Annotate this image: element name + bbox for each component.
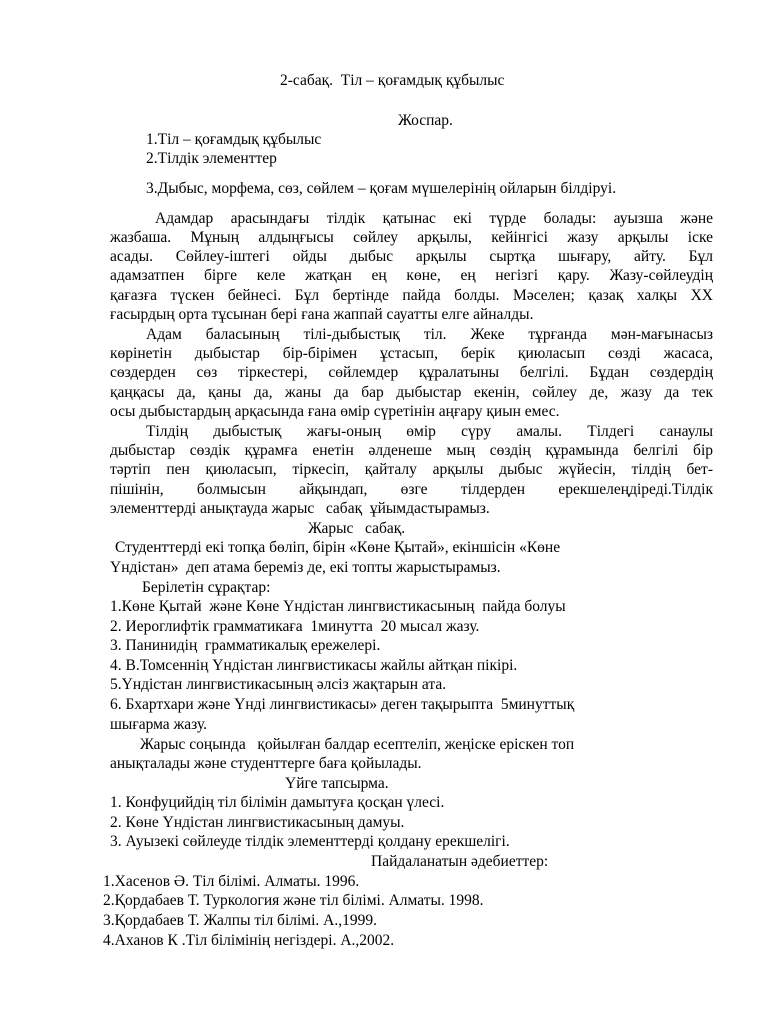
plan-item: 1.Тіл – қоғамдық құбылыс (146, 131, 322, 148)
question-item: 5.Үндістан лингвистикасының әлсіз жақтарын ата. (110, 676, 447, 693)
homework-item: 1. Конфуцийдің тіл білімін дамытуға қосқан үлесі. (110, 794, 445, 811)
paragraph-line: тәртіп пен қиюласып, тіркесіп, қайталу арқылы дыбыс жүйесін, тілдің бет- (110, 461, 713, 478)
game-intro-line: Үндістан» деп атама береміз де, екі топты жарыстырамыз. (110, 559, 501, 576)
paragraph-line: дыбыстар сөздік құрамға енетін әлденеше мың сөздің құрамында белгілі бір (110, 442, 713, 459)
paragraph-line: элементтерді анықтауда жарыс сабақ ұйымдастырамыз. (110, 500, 490, 517)
homework-item: 3. Ауызекі сөйлеуде тілдік элементтерді қолдану ерекшелігі. (110, 833, 510, 850)
plan-heading: Жоспар. (398, 112, 453, 129)
question-item: 2. Иероглифтік грамматикаға 1минутта 20 мысал жазу. (110, 618, 480, 635)
question-item: 1.Көне Қытай және Көне Үндістан лингвистикасының пайда болуы (110, 598, 566, 615)
questions-heading: Берілетін сұрақтар: (142, 579, 271, 596)
question-item: шығарма жазу. (110, 716, 208, 733)
paragraph-line: сөздерден сөз тіркестері, сөйлемдер құралатыны белгілі. Бұдан сөздердің (110, 364, 713, 381)
paragraph-line: жазбаша. Мұның алдыңғысы сөйлеу арқылы, кейінгісі жазу арқылы іске (110, 229, 713, 246)
paragraph-line: қағазға түскен бейнесі. Бұл бертінде пайда болды. Мәселен; қазақ халқы XX (110, 287, 713, 304)
references-heading: Пайдаланатын әдебиеттер: (371, 853, 549, 870)
lesson-title: 2-сабақ. Тіл – қоғамдық құбылыс (280, 72, 505, 89)
game-conclusion-line: анықталады және студенттерге баға қойылады. (110, 755, 422, 772)
question-item: 6. Бхартхари және Үнді лингвистикасы» деген тақырыпта 5минуттық (110, 696, 575, 713)
homework-item: 2. Көне Үндістан лингвистикасының дамуы. (110, 814, 405, 831)
reference-item: 2.Қордабаев Т. Туркология және тіл білімі. Алматы. 1998. (103, 892, 484, 909)
paragraph-line: адамзатпен бірге келе жатқан ең көне, ең негізгі қару. Жазу-сөйлеудің (110, 267, 713, 284)
reference-item: 1.Хасенов Ә. Тіл білімі. Алматы. 1996. (103, 873, 360, 890)
reference-item: 4.Аханов К .Тіл білімінің негіздері. А.,2002. (103, 932, 395, 949)
paragraph-line: пішінін, болмысын айқындап, өзге тілдерден ерекшелеңдіреді.Тілдік (110, 481, 713, 498)
homework-heading: Үйге тапсырма. (285, 775, 389, 792)
paragraph-line: Адам баласының тілі-дыбыстық тіл. Жеке тұрғанда мән-мағынасыз (146, 326, 713, 343)
game-intro-line: Студенттерді екі топқа бөліп, бірін «Көне Қытай», екіншісін «Көне (115, 539, 561, 556)
paragraph-line: Тілдің дыбыстық жағы-оның өмір сүру амалы. Тілдегі санаулы (146, 423, 713, 440)
game-heading: Жарыс сабақ. (308, 520, 406, 537)
question-item: 3. Панинидің грамматикалық ережелері. (110, 637, 381, 654)
paragraph-line: осы дыбыстардың арқасында ғана өмір сүретінін аңғару қиын емес. (110, 403, 560, 420)
paragraph-line: ғасырдың орта тұсынан бері ғана жаппай сауатты елге айналды. (110, 306, 534, 323)
paragraph-line: Адамдар арасындағы тілдік қатынас екі түрде болады: ауызша және (155, 210, 713, 227)
paragraph-line: асады. Сөйлеу-іштегі ойды дыбыс арқылы сыртқа шығару, айту. Бұл (110, 248, 713, 265)
paragraph-line: қаңқасы да, қаны да, жаны да бар дыбыстар екенін, сөйлеу де, жазу да тек (110, 384, 713, 401)
reference-item: 3.Қордабаев Т. Жалпы тіл білімі. А.,1999. (103, 912, 377, 929)
question-item: 4. В.Томсеннің Үндістан лингвистикасы жайлы айтқан пікірі. (110, 657, 518, 674)
plan-item: 3.Дыбыс, морфема, сөз, сөйлем – қоғам мүшелерінің ойларын білдіруі. (146, 180, 617, 197)
paragraph-line: көрінетін дыбыстар бір-бірімен ұстасып, берік қиюласып сөзді жасаса, (110, 345, 713, 362)
plan-item: 2.Тілдік элементтер (146, 150, 277, 167)
game-conclusion-line: Жарыс соңында қойылған балдар есептеліп, жеңіске еріскен топ (140, 736, 575, 753)
